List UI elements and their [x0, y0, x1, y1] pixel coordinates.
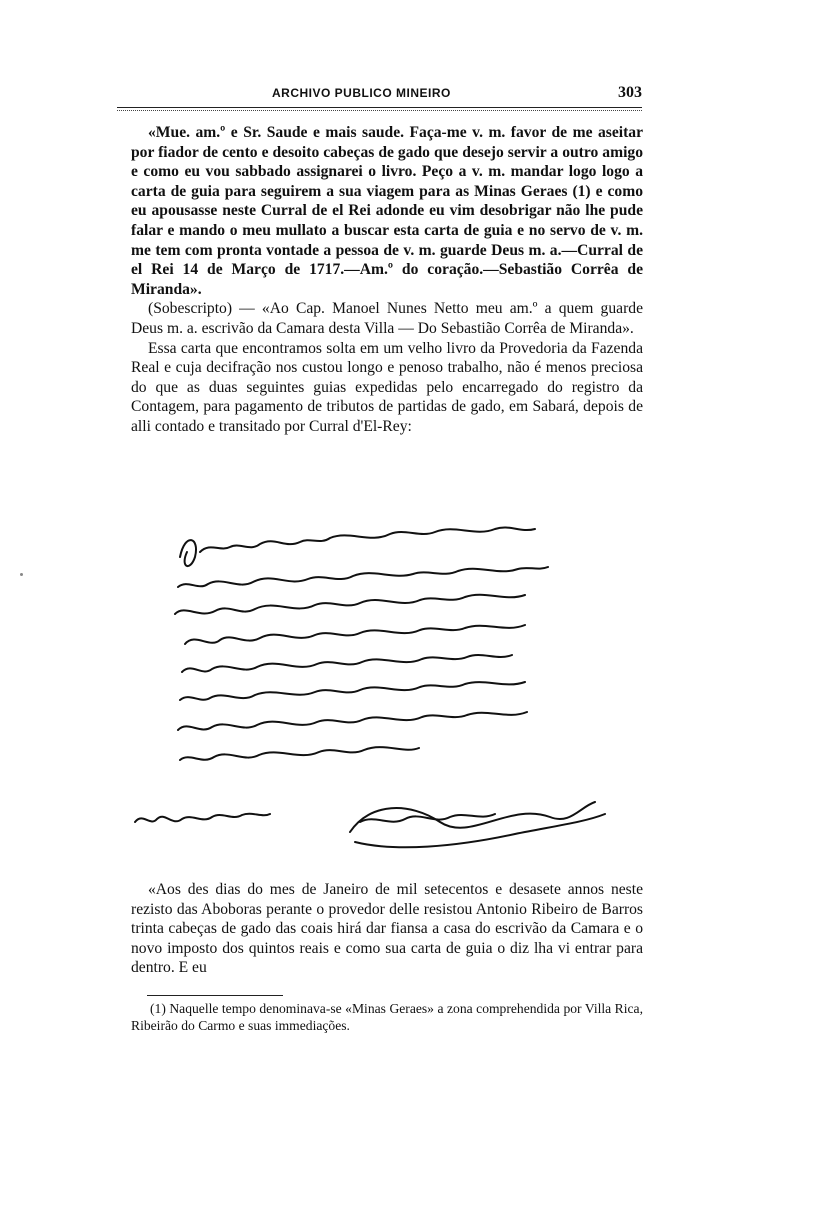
letter-paragraph: «Mue. am.º e Sr. Saude e mais saude. Faça-me v. m. favor de me aseitar por fiador de cento e desoito cabeças de gado que desejo servir a outro amigo e como eu vou sabbado assignarei o livro. Peço a v. m. mandar logo logo a carta de guia para seguirem a sua viagem para as Minas Geraes (1) e como eu apousasse neste Curral de el Rei adonde eu vim desobrigar não lhe pude falar e mando o meu mullato a buscar esta carta de guia e no servo de v. m. me tem com pronta vontade a pessoa de v. m. guarde Deus m. a.—Curral de el Rei 14 de Março de 1717.—Am.º do coração.—Sebastião Corrêa de Miranda».	[131, 124, 643, 298]
footnote-rule	[147, 995, 283, 996]
manuscript-scribbles	[120, 522, 640, 864]
header-title: ARCHIVO PUBLICO MINEIRO	[272, 86, 451, 100]
page-number: 303	[618, 84, 642, 101]
header-rule-dotted	[117, 110, 642, 111]
address-paragraph: (Sobescripto) — «Ao Cap. Manoel Nunes Netto meu am.º a quem guarde Deus m. a. escrivão da Camara desta Villa — Do Sebastião Corrêa de Miranda».	[131, 300, 643, 337]
commentary-paragraph: Essa carta que encontramos solta em um velho livro da Provedoria da Fazenda Real e cuja decifração nos custou longo e penoso trabalho, não é menos preciosa do que as duas seguintes guias expedidas pelo encarregado do registro da Contagem, para pagamento de tributos de partidas de gado, em Sabará, depois de alli contado e transitado por Curral d'El-Rey:	[131, 339, 643, 435]
footnote	[131, 1000, 643, 1034]
guia-paragraph: «Aos des dias do mes de Janeiro de mil setecentos e desasete annos neste rezisto das Aboboras perante o provedor delle resistou Antonio Ribeiro de Barros trinta cabeças de gado das coais hirá dar fiansa a casa do escrivão da Camara e o novo imposto dos quintos reais e como sua carta de guia o diz lha vi entrar para dentro. E eu	[131, 881, 643, 977]
scan-speck	[20, 573, 23, 576]
footnote-text: (1) Naquelle tempo denominava-se «Minas Geraes» a zona comprehendida por Villa Rica, Ribeirão do Carmo e suas immediações.	[131, 1001, 643, 1033]
header-rule	[117, 107, 642, 108]
body-text-lower	[131, 880, 643, 978]
body-text-upper	[131, 123, 643, 437]
running-header	[117, 84, 642, 108]
handwritten-document-facsimile	[120, 522, 640, 864]
